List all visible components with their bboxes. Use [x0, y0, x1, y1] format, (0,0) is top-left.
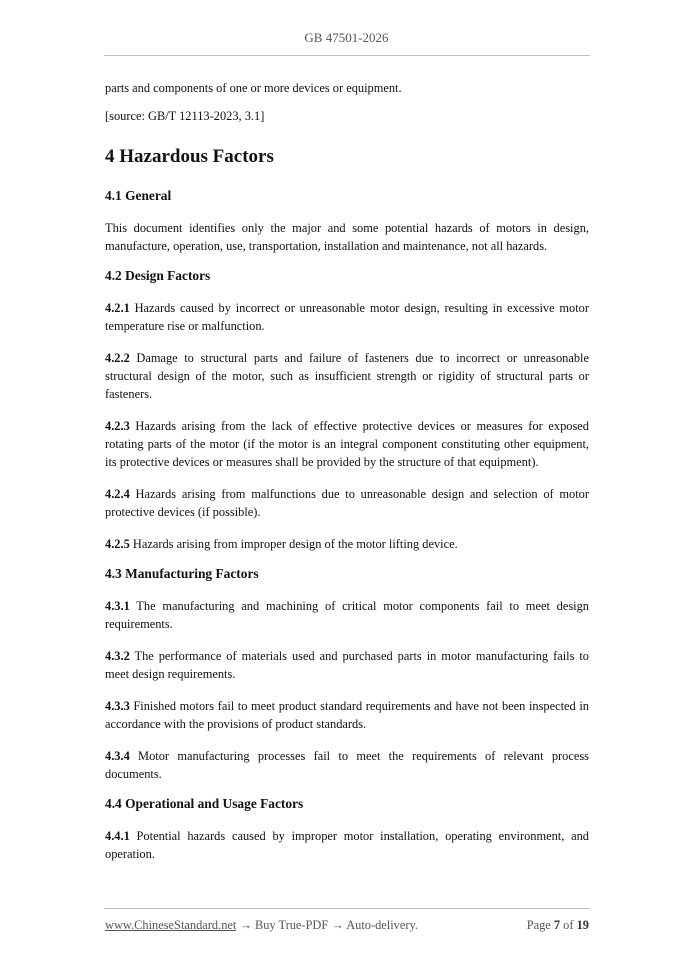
current-page: 7	[553, 918, 561, 932]
clause-text: Hazards arising from malfunctions due to unreasonable design and selection of motor protective devices (if possible).	[105, 487, 589, 519]
clause-4-3-2	[105, 647, 589, 683]
clause-text: Motor manufacturing processes fail to meet the requirements of relevant process documents.	[105, 749, 589, 781]
clause-4-3-4	[105, 747, 589, 783]
footer-promo	[105, 918, 418, 933]
clause-4-2-1	[105, 299, 589, 335]
arrow-icon: →	[236, 918, 255, 932]
clause-text: The performance of materials used and purchased parts in motor manufacturing fails to meet design requirements.	[105, 649, 589, 681]
delivery-text: Auto-delivery.	[346, 918, 418, 932]
subsection-text-4-1: This document identifies only the major and some potential hazards of motors in design, manufacture, operation, use, transportation, installation and maintenance, not all hazards.	[105, 221, 589, 253]
clause-number: 4.4.1	[105, 829, 130, 843]
clause-number: 4.2.3	[105, 419, 130, 433]
page-label: Page	[526, 918, 554, 932]
clause-4-2-4	[105, 485, 589, 521]
clause-text: Damage to structural parts and failure of fasteners due to incorrect or unreasonable structural design of the motor, such as insufficient strength or rigidity of structural parts or fasteners.	[105, 351, 589, 401]
clause-text: Hazards caused by incorrect or unreasonable motor design, resulting in excessive motor temperature rise or malfunction.	[105, 301, 589, 333]
clause-4-3-1	[105, 597, 589, 633]
clause-number: 4.2.5	[105, 537, 130, 551]
clause-text: The manufacturing and machining of critical motor components fail to meet design requirements.	[105, 599, 589, 631]
subsection-title-4-1: 4.1 General	[105, 188, 172, 203]
clause-number: 4.3.1	[105, 599, 130, 613]
clause-4-2-2	[105, 349, 589, 403]
lead-text: parts and components of one or more devices or equipment.	[105, 81, 402, 95]
page-content	[105, 79, 589, 863]
clause-number: 4.3.3	[105, 699, 130, 713]
clause-4-2-5	[105, 535, 589, 553]
subsection-title-4-3: 4.3 Manufacturing Factors	[105, 566, 259, 581]
page-header	[0, 30, 693, 46]
clause-4-4-1	[105, 827, 589, 863]
total-pages: 19	[576, 918, 589, 932]
clause-number: 4.2.4	[105, 487, 130, 501]
footer-divider	[104, 908, 590, 909]
site-link[interactable]: www.ChineseStandard.net	[105, 918, 237, 932]
clause-text: Hazards arising from the lack of effective protective devices or measures for exposed rotating parts of the motor (if the motor is an integral component constituting other equipment, its protective devices or measures shall be provided by the structure of that equipment).	[105, 419, 589, 469]
page-number	[527, 918, 589, 933]
clause-text: Hazards arising from improper design of the motor lifting device.	[129, 537, 458, 551]
clause-text: Potential hazards caused by improper motor installation, operating environment, and operation.	[105, 829, 589, 861]
buy-text: Buy True-PDF	[254, 918, 329, 932]
clause-number: 4.3.4	[105, 749, 130, 763]
clause-number: 4.3.2	[105, 649, 130, 663]
clause-4-2-3	[105, 417, 589, 471]
clause-number: 4.2.2	[105, 351, 130, 365]
clause-number: 4.2.1	[105, 301, 130, 315]
document-id: GB 47501-2026	[304, 30, 389, 45]
section-title: 4 Hazardous Factors	[105, 146, 274, 167]
header-divider	[104, 55, 590, 56]
subsection-title-4-4: 4.4 Operational and Usage Factors	[105, 796, 304, 811]
clause-text: Finished motors fail to meet product standard requirements and have not been inspected in accordance with the provisions of product standards.	[105, 699, 589, 731]
subsection-title-4-2: 4.2 Design Factors	[105, 268, 211, 283]
arrow-icon: →	[328, 918, 347, 932]
of-label: of	[560, 918, 577, 932]
clause-4-3-3	[105, 697, 589, 733]
source-note: [source: GB/T 12113-2023, 3.1]	[105, 109, 265, 123]
